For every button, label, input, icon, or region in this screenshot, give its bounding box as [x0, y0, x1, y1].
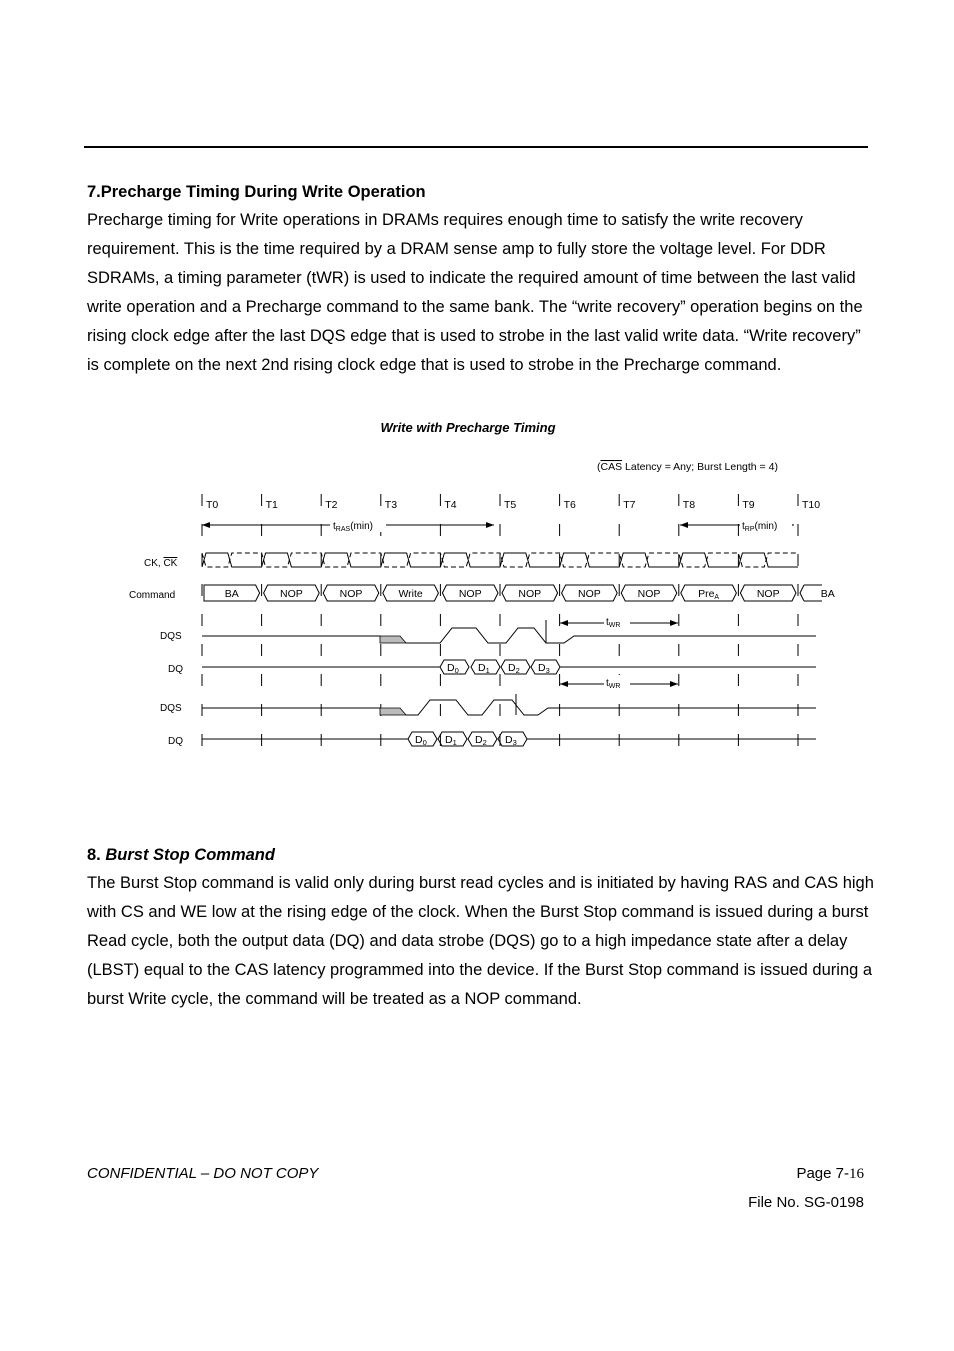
section-7-body: Precharge timing for Write operations in DRAMs requires enough time to satisfy the write recovery requirement. This is the time required by a DRAM sense amp to fully store the voltage level. For DDR SDRAMs, a timing parameter (tWR) is used to indicate the required amount of time between the last valid write operation and a Precharge command to the same bank. The “write recovery” operation begins on the rising clock edge after the last DQS edge that is used to strobe in the last valid write data. “Write recovery” is complete on the next 2nd rising clock edge that is used to strobe in the Precharge command.	[87, 211, 863, 374]
clock-labels	[206, 499, 820, 511]
command-text: NOP	[339, 588, 363, 600]
dq-row-1	[202, 660, 816, 675]
header-rule	[84, 146, 868, 148]
clock-label: T7	[623, 499, 636, 511]
data-label: D0	[415, 734, 427, 747]
section-8-title-text: Burst Stop Command	[105, 846, 275, 864]
footer-confidential: CONFIDENTIAL – DO NOT COPY	[87, 1165, 319, 1182]
trp-arrow	[680, 518, 794, 533]
twr-arrow-2	[560, 675, 678, 690]
dqs-label-2: DQS	[160, 703, 182, 714]
dq-label-1: DQ	[168, 664, 183, 675]
command-text: NOP	[280, 588, 303, 600]
command-text: NOP	[637, 588, 661, 600]
data-label: D2	[508, 662, 520, 675]
section-8-title: 8. Burst Stop Command	[87, 846, 275, 864]
section-7-title: 7.Precharge Timing During Write Operation	[87, 183, 426, 201]
dq-label-2: DQ	[168, 736, 183, 747]
data-label: D3	[505, 734, 517, 747]
tras-label: $t_{RAS}(\min)$	[333, 521, 373, 533]
write-precharge-timing-diagram	[118, 412, 838, 772]
tras-arrow	[202, 518, 494, 533]
clock-gridlines	[202, 494, 798, 764]
clock-label: T5	[504, 499, 517, 511]
command-text: NOP	[578, 588, 601, 600]
command-box	[800, 585, 822, 601]
footer-file-no: File No. SG-0198	[748, 1194, 864, 1211]
figure-title: Write with Precharge Timing	[380, 420, 556, 435]
dq-row-2	[202, 732, 816, 747]
clock-label: T0	[206, 499, 219, 511]
command-text: NOP	[518, 588, 542, 600]
dqs-waveform-1	[202, 620, 816, 643]
command-text: PreA	[698, 588, 720, 601]
dqs-label-1: DQS	[160, 631, 182, 642]
footer-page: Page 7-16	[796, 1165, 864, 1182]
twr-label-2: $t_{WR}$	[606, 678, 621, 690]
figure-note: (CAS Latency = Any; Burst Length = 4)	[597, 461, 778, 473]
command-text: BA	[224, 588, 239, 600]
clock-label: T8	[682, 499, 696, 511]
command-label: Command	[129, 590, 176, 601]
command-text: NOP	[458, 588, 482, 600]
command-row	[204, 585, 835, 601]
clock-label: T3	[384, 499, 398, 511]
clock-label: T1	[265, 499, 278, 511]
command-text: NOP	[756, 588, 780, 600]
clock-label: T4	[444, 499, 457, 511]
command-text: BA	[820, 588, 835, 600]
clock-label: T9	[742, 499, 755, 511]
trp-label: $t_{RP}(\min)$	[742, 521, 778, 533]
section-8-body: The Burst Stop command is valid only during burst read cycles and is initiated by having RAS and CAS high with CS and WE low at the rising edge of the clock. When the Burst Stop command is issued during a burst Read cycle, both the output data (DQ) and data strobe (DQS) go to a high impedance state after a delay (LBST) equal to the CAS latency programmed into the device. If the Burst Stop command is issued during a burst Write cycle, the command will be treated as a NOP command.	[87, 874, 874, 1008]
twr-label-1: $t_{WR}$	[606, 617, 621, 629]
clock-label: T6	[563, 499, 576, 511]
clock-label: T2	[325, 499, 338, 511]
ck-label: CK, CK	[144, 558, 178, 569]
twr-arrow-1	[560, 614, 678, 629]
dqs-waveform-2	[202, 694, 816, 715]
clock-label: T10	[802, 499, 821, 511]
data-label: D1	[445, 734, 457, 747]
data-label: D3	[538, 662, 550, 675]
data-label: D0	[447, 662, 459, 675]
command-text: Write	[398, 588, 423, 600]
data-label: D1	[478, 662, 490, 675]
data-label: D2	[475, 734, 487, 747]
